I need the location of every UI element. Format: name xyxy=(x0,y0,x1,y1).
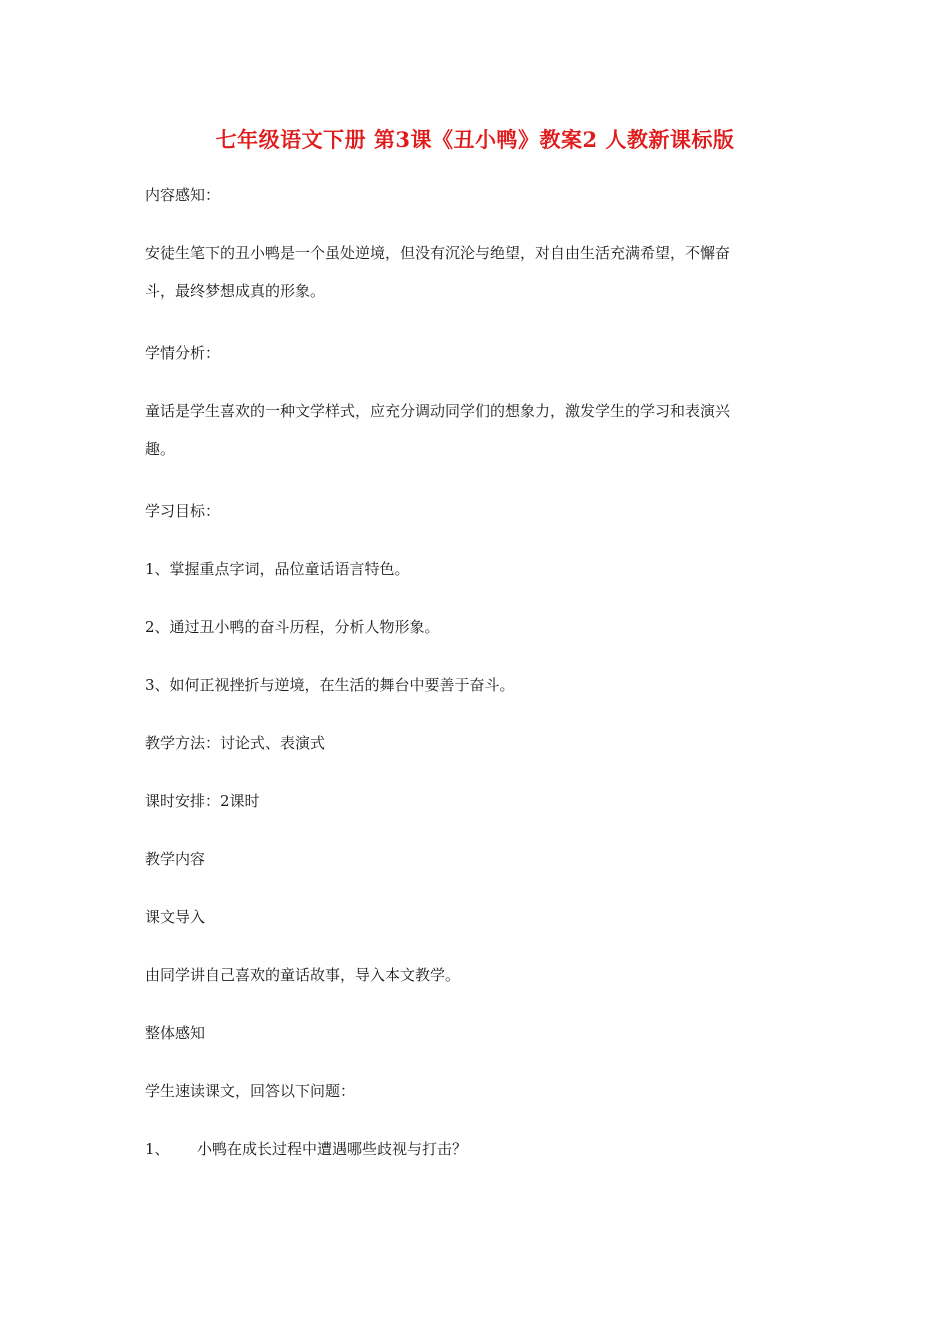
lesson-intro-heading: 课文导入 xyxy=(145,908,206,926)
learning-goal-item: 2、通过丑小鸭的奋斗历程，分析人物形象。 xyxy=(145,618,440,636)
learning-analysis-label: 学情分析： xyxy=(145,344,221,362)
teaching-method: 教学方法：讨论式、表演式 xyxy=(145,734,326,752)
question-text: 小鸭在成长过程中遭遇哪些歧视与打击？ xyxy=(197,1140,468,1158)
learning-goal-item: 1、掌握重点字词，品位童话语言特色。 xyxy=(145,560,410,578)
content-perception-label: 内容感知： xyxy=(145,186,221,204)
lesson-intro-text: 由同学讲自己喜欢的童话故事，导入本文教学。 xyxy=(145,966,461,984)
overall-perception-heading: 整体感知 xyxy=(145,1024,206,1042)
content-perception-text-line2: 斗，最终梦想成真的形象。 xyxy=(145,282,326,300)
teaching-content-heading: 教学内容 xyxy=(145,850,206,868)
class-schedule: 课时安排：2课时 xyxy=(145,792,260,810)
learning-analysis-text-line1: 童话是学生喜欢的一种文学样式，应充分调动同学们的想象力，激发学生的学习和表演兴 xyxy=(145,402,731,420)
learning-goal-item: 3、如何正视挫折与逆境，在生活的舞台中要善于奋斗。 xyxy=(145,676,515,694)
overall-perception-text: 学生速读课文，回答以下问题： xyxy=(145,1082,356,1100)
learning-analysis-text-line2: 趣。 xyxy=(145,440,176,458)
content-perception-text-line1: 安徒生笔下的丑小鸭是一个虽处逆境，但没有沉沦与绝望，对自由生活充满希望，不懈奋 xyxy=(145,244,731,262)
question-number: 1、 xyxy=(145,1140,170,1158)
document-title: 七年级语文下册 第3课《丑小鸭》教案2 人教新课标版 xyxy=(215,127,735,152)
question-item xyxy=(145,1130,810,1168)
learning-goals-label: 学习目标： xyxy=(145,502,221,520)
